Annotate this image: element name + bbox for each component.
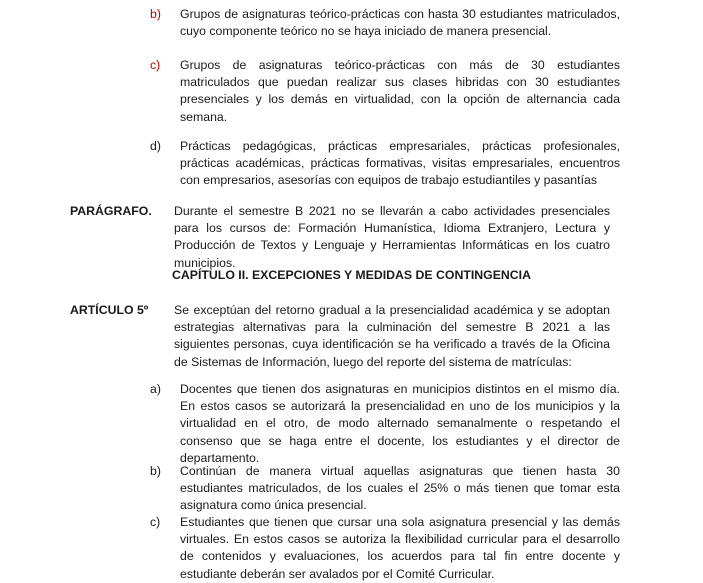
list-marker: c) [150,515,161,529]
list-marker: b) [150,464,161,478]
list-item [150,138,620,190]
list-item [150,6,620,40]
list-item-text: Grupos de asignaturas teórico-prácticas con más de 30 estudiantes matriculados que puedan realizar sus clases hibridas con 30 estudiantes presenciales y los demás en virtualidad, con la opción de alternancia cada semana. [180,58,620,124]
chapter-heading: CAPÍTULO II. EXCEPCIONES Y MEDIDAS DE CONTINGENCIA [172,268,531,282]
list-marker: c) [150,58,161,72]
list-item-text: Continúan de manera virtual aquellas asignaturas que tienen hasta 30 estudiantes matriculados, de los cuales el 25% o más tienen que tomar esta asignatura como única presencial. [180,464,620,513]
paragrafo-label: PARÁGRAFO. [70,204,152,218]
list-item [150,57,620,126]
list-item-text: Grupos de asignaturas teórico-prácticas con hasta 30 estudiantes matriculados, cuyo componente teórico no se haya iniciado de manera presencial. [180,7,620,39]
list-item [150,463,620,515]
list-item-text: Prácticas pedagógicas, prácticas empresariales, prácticas profesionales, prácticas académicas, prácticas formativas, visitas empresariales, encuentros con empresarios, asesorías con equipos de trabajo estudiantiles y pasantías [180,139,620,188]
list-item [150,514,620,583]
list-marker: a) [150,382,161,396]
articulo-label: ARTÍCULO 5º [70,303,149,317]
list-marker: d) [150,139,161,153]
articulo-text: Se exceptúan del retorno gradual a la presencialidad académica y se adoptan estrategias alternativas para la culminación del semestre B 2021 a las siguientes personas, cuya identificación se ha verificado a través de la Oficina de Sistemas de Información, luego del reporte del sistema de matrículas: [174,303,610,369]
paragrafo-text: Durante el semestre B 2021 no se llevarán a cabo actividades presenciales para los cursos de: Formación Humanística, Idioma Extranjero, Lectura y Producción de Textos y Lenguaje y Herramientas Informáticas en los cuatro municipios. [174,204,610,270]
list-item [150,381,620,467]
list-item-text: Estudiantes que tienen que cursar una sola asignatura presencial y las demás virtuales. En estos casos se autoriza la flexibilidad curricular para el desarrollo de contenidos y evaluaciones, los acuerdos para tal fin entre docente y estudiante deberán ser avalados por el Comité Curricular. [180,515,620,581]
list-item-text: Docentes que tienen dos asignaturas en municipios distintos en el mismo día. En estos casos se autorizará la presencialidad en uno de los municipios y la virtualidad en el otro, de modo alternado semanalmente o respetando el consenso que se haga entre el docente, los estudiantes y el director de departamento. [180,382,620,465]
list-marker: b) [150,7,161,21]
